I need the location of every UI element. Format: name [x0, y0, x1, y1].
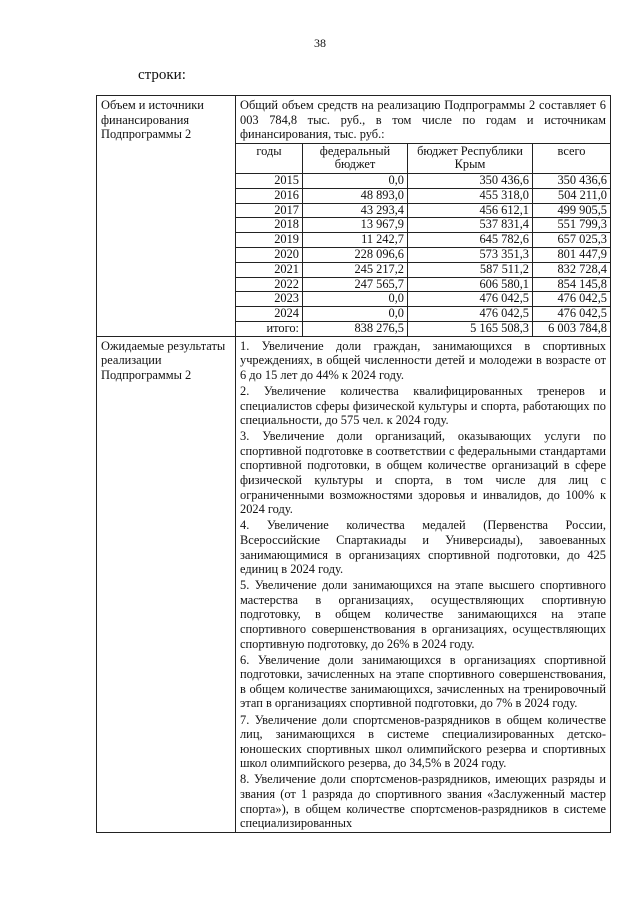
cell-year: 2022	[236, 277, 303, 292]
table-row	[236, 321, 610, 335]
passport-table	[96, 95, 611, 833]
cell-total: 499 905,5	[533, 203, 611, 218]
lead-text: строки:	[138, 67, 186, 83]
cell-total: 801 447,9	[533, 247, 611, 262]
cell-year: 2015	[236, 173, 303, 188]
cell-regional: 350 436,6	[408, 173, 533, 188]
cell-total: 476 042,5	[533, 292, 611, 307]
cell-total: 476 042,5	[533, 307, 611, 322]
financing-content	[236, 96, 611, 337]
cell-total: 551 799,3	[533, 218, 611, 233]
financing-label: Объем и источники финансирования Подпрограммы 2	[97, 96, 236, 337]
result-item: 4. Увеличение количества медалей (Первенства России, Всероссийские Спартакиады и Универсиады), завоеванных занимающимися в организациях спортивной подготовки, до 425 единиц в 2024 году.	[240, 518, 606, 577]
financing-row	[97, 96, 611, 337]
cell-regional: 573 351,3	[408, 247, 533, 262]
cell-year: 2021	[236, 262, 303, 277]
financing-header-row	[236, 143, 610, 173]
table-row	[236, 173, 610, 188]
cell-federal: 43 293,4	[303, 203, 408, 218]
cell-federal: 838 276,5	[303, 321, 408, 335]
results-label: Ожидаемые результаты реализации Подпрограммы 2	[97, 336, 236, 833]
cell-total: 6 003 784,8	[533, 321, 611, 335]
header-federal: федеральный бюджет	[303, 143, 408, 173]
result-item: 8. Увеличение доли спортсменов-разрядников, имеющих разряды и звания (от 1 разряда до спортивного звания «Заслуженный мастер спорта»), в общем количестве спортсменов-разрядников в системе специализированных	[240, 772, 606, 831]
table-row	[236, 307, 610, 322]
cell-federal: 228 096,6	[303, 247, 408, 262]
financing-table-body	[236, 173, 610, 335]
cell-federal: 247 565,7	[303, 277, 408, 292]
cell-federal: 0,0	[303, 292, 408, 307]
cell-federal: 13 967,9	[303, 218, 408, 233]
result-item: 2. Увеличение количества квалифицированных тренеров и специалистов сферы физической культуры и спорта, работающих по специальности, до 575 чел. к 2024 году.	[240, 384, 606, 428]
cell-federal: 48 893,0	[303, 188, 408, 203]
result-item: 6. Увеличение доли занимающихся в организациях спортивной подготовки, зачисленных на этапе спортивного совершенствования, в общем количестве занимающихся, зачисленных на тренировочный этап в организациях спортивной подготовки, до 7% в 2024 году.	[240, 652, 606, 711]
cell-year: 2024	[236, 307, 303, 322]
cell-total: 854 145,8	[533, 277, 611, 292]
header-years: годы	[236, 143, 303, 173]
table-row	[236, 188, 610, 203]
result-item: 5. Увеличение доли занимающихся на этапе высшего спортивного мастерства в организациях, осуществляющих спортивную подготовку, в общем количестве занимающихся на этапе спортивного совершенствования в организациях, осуществляющих спортивную подготовку, до 26% в 2024 году.	[240, 578, 606, 651]
cell-federal: 245 217,2	[303, 262, 408, 277]
results-row	[97, 336, 611, 833]
cell-total: 657 025,3	[533, 233, 611, 248]
financing-intro: Общий объем средств на реализацию Подпрограммы 2 составляет 6 003 784,8 тыс. руб., в том числе по годам и источникам финансирования, тыс. руб.:	[240, 98, 606, 142]
cell-year: 2020	[236, 247, 303, 262]
cell-year: 2019	[236, 233, 303, 248]
table-row	[236, 247, 610, 262]
cell-year: итого:	[236, 321, 303, 335]
result-item: 7. Увеличение доли спортсменов-разрядников в общем количестве лиц, занимающихся в системе специализированных детско-юношеских спортивных школ олимпийского резерва и спортивных школ олимпийского резерва, до 34,5% в 2024 году.	[240, 712, 606, 771]
results-content	[236, 336, 611, 833]
cell-federal: 11 242,7	[303, 233, 408, 248]
page-number: 38	[314, 36, 326, 50]
cell-regional: 587 511,2	[408, 262, 533, 277]
cell-total: 504 211,0	[533, 188, 611, 203]
cell-regional: 455 318,0	[408, 188, 533, 203]
cell-year: 2017	[236, 203, 303, 218]
table-row	[236, 262, 610, 277]
cell-federal: 0,0	[303, 173, 408, 188]
cell-year: 2018	[236, 218, 303, 233]
cell-regional: 606 580,1	[408, 277, 533, 292]
cell-year: 2023	[236, 292, 303, 307]
cell-federal: 0,0	[303, 307, 408, 322]
results-list	[236, 337, 610, 831]
cell-year: 2016	[236, 188, 303, 203]
cell-total: 350 436,6	[533, 173, 611, 188]
result-item: 1. Увеличение доли граждан, занимающихся в спортивных учреждениях, в общей численности детей и молодежи в возрасте от 6 до 15 лет до 44% к 2024 году.	[240, 338, 606, 382]
header-regional: бюджет Республики Крым	[408, 143, 533, 173]
cell-regional: 456 612,1	[408, 203, 533, 218]
financing-table	[236, 143, 610, 336]
cell-total: 832 728,4	[533, 262, 611, 277]
cell-regional: 5 165 508,3	[408, 321, 533, 335]
table-row	[236, 203, 610, 218]
cell-regional: 645 782,6	[408, 233, 533, 248]
table-row	[236, 292, 610, 307]
table-row	[236, 233, 610, 248]
cell-regional: 476 042,5	[408, 307, 533, 322]
cell-regional: 537 831,4	[408, 218, 533, 233]
header-total: всего	[533, 143, 611, 173]
result-item: 3. Увеличение доли организаций, оказывающих услуги по спортивной подготовке в соответствии с федеральными стандартами спортивной подготовки, в общем количестве организаций в сфере физической культуры и спорта, в том числе для лиц с ограниченными возможностями здоровья и инвалидов, до 100% к 2024 году.	[240, 429, 606, 517]
table-row	[236, 218, 610, 233]
table-row	[236, 277, 610, 292]
cell-regional: 476 042,5	[408, 292, 533, 307]
